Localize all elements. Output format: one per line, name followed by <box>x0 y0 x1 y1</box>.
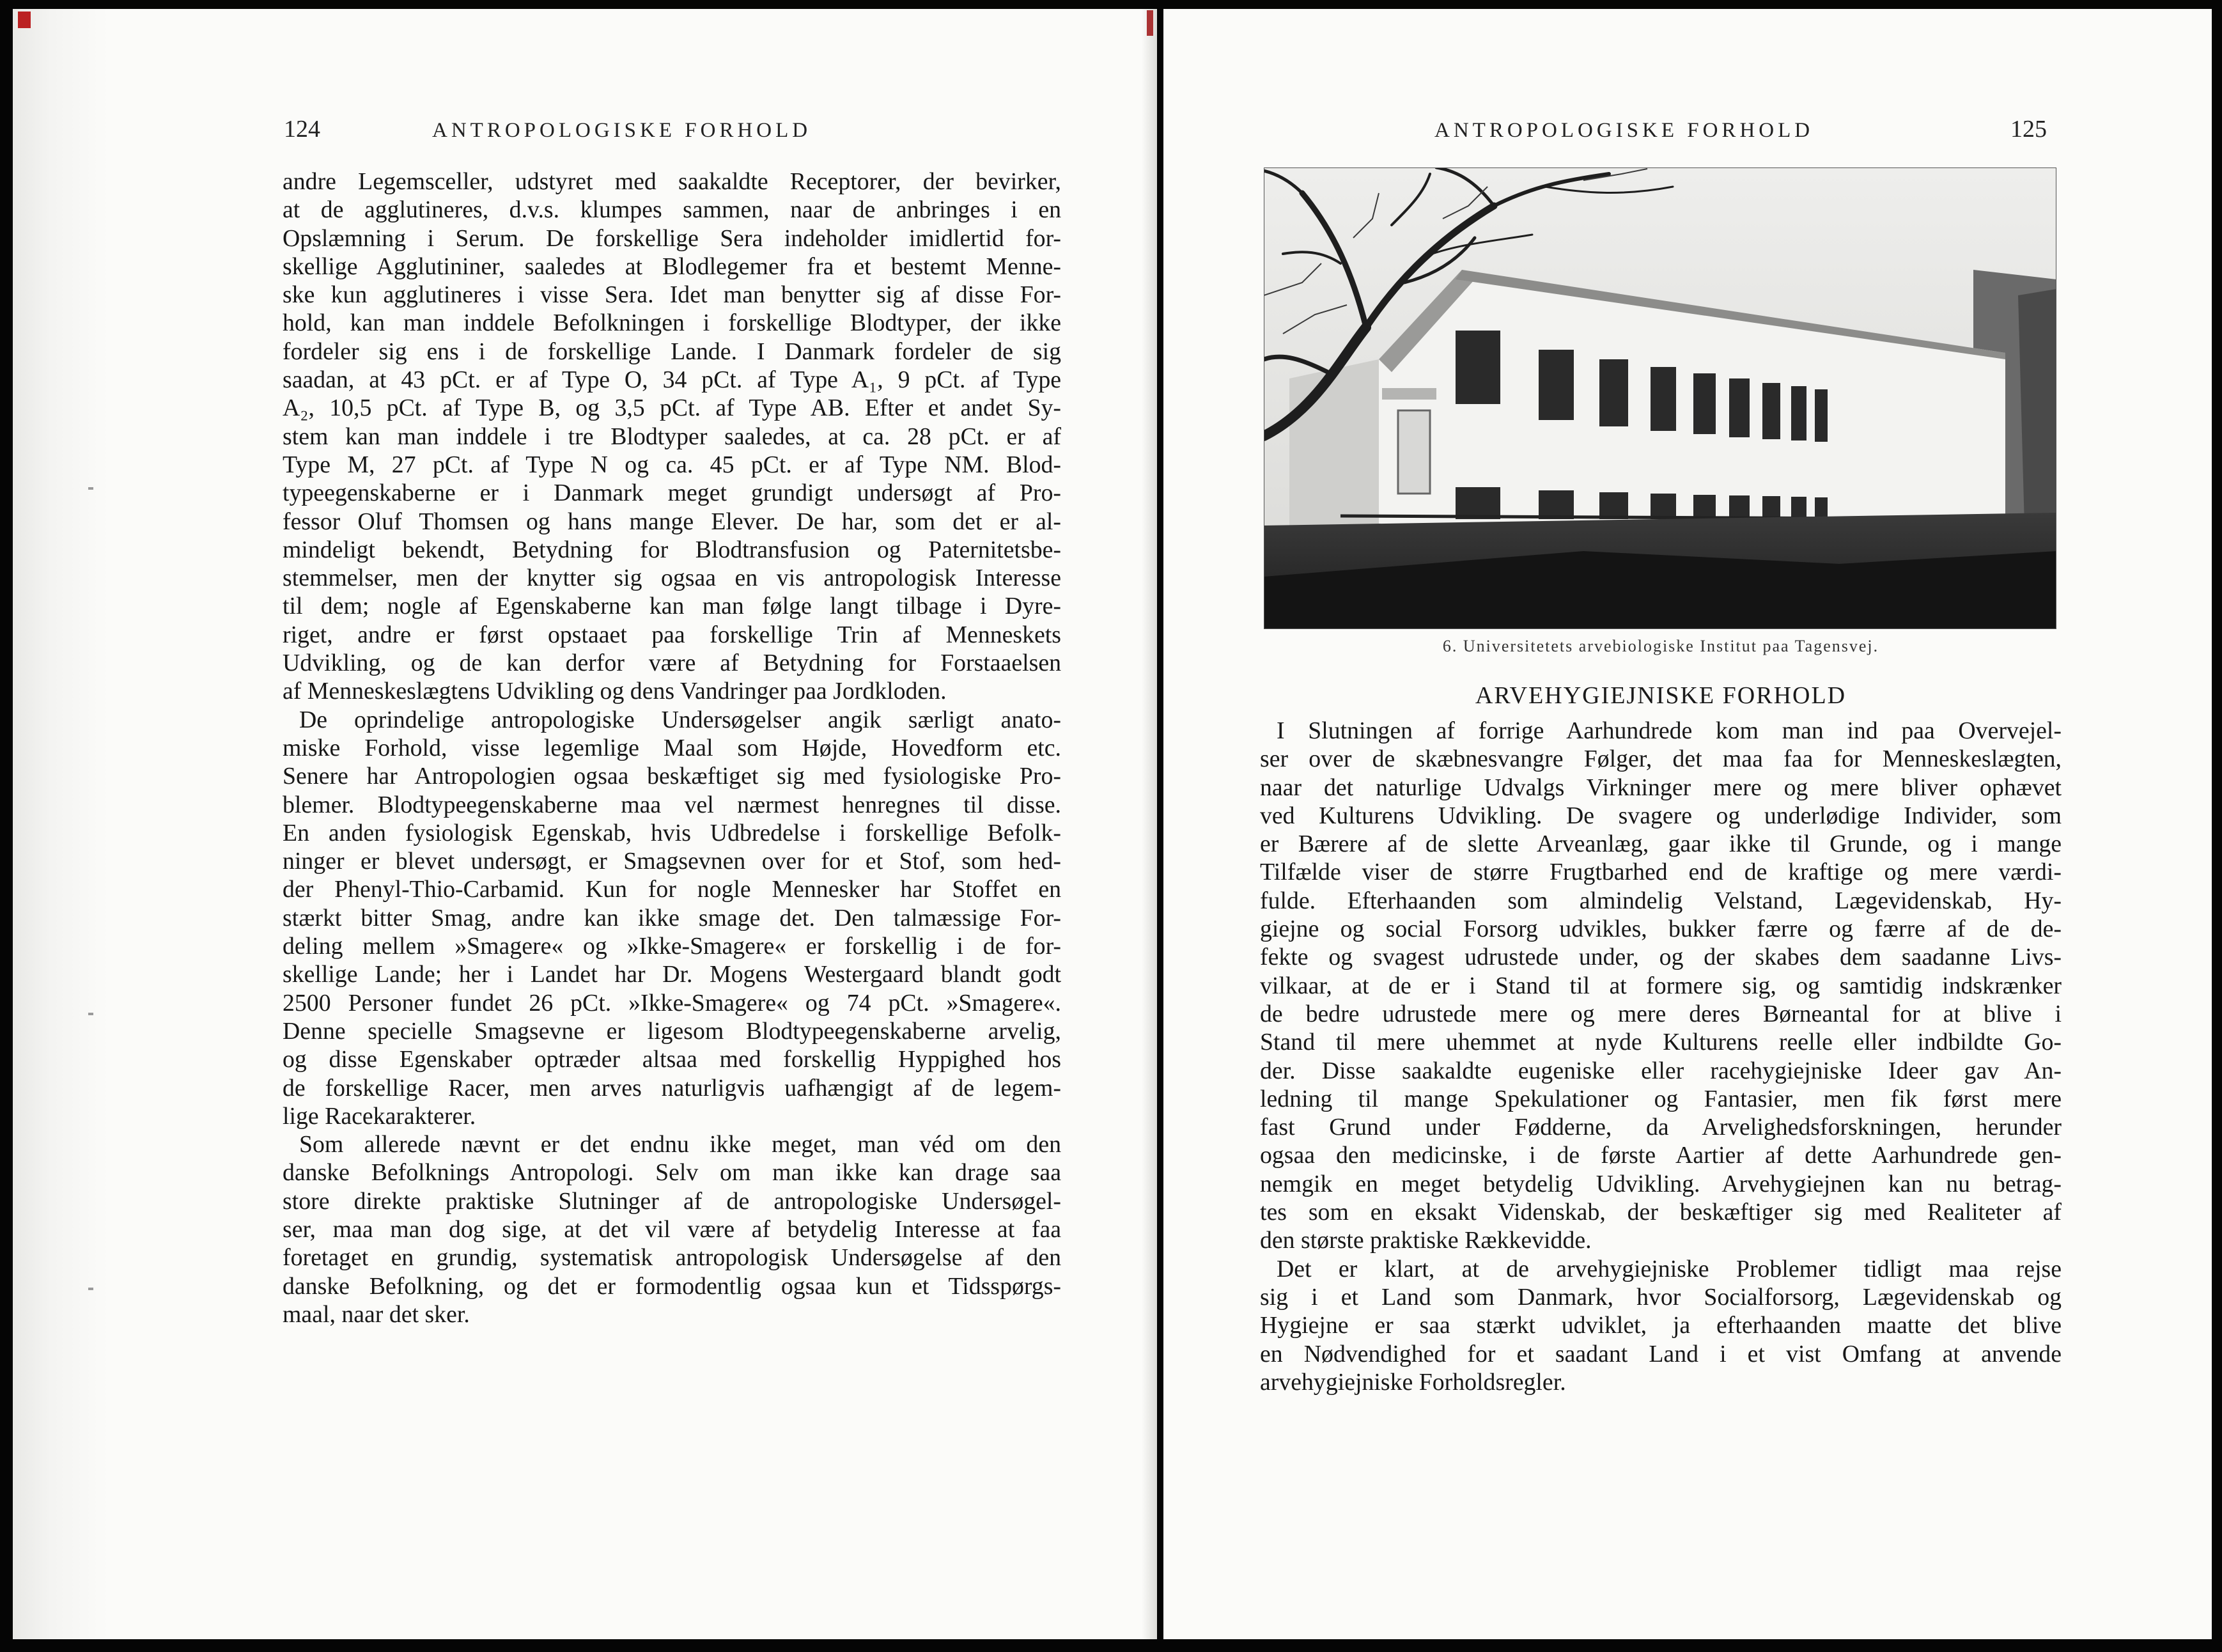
text-line: ser, maa man dog sige, at det vil være af betydelig Interesse at faa <box>283 1215 1061 1243</box>
text-line: stem kan man inddele i tre Blodtyper saaledes, at ca. 28 pCt. er af <box>283 423 1061 450</box>
text-line: typeegenskaberne er i Danmark meget grundigt undersøgt af Pro- <box>283 479 1061 507</box>
spine-mark <box>1147 10 1153 36</box>
text-line: fast Grund under Fødderne, da Arvelighedsforskningen, herunder <box>1260 1114 2062 1141</box>
body-text <box>1260 717 2062 1396</box>
text-line: Stand til mere uhemmet at nyde Kulturens reelle eller indbildte Go- <box>1260 1029 2062 1056</box>
text-line: miske Forhold, visse legemlige Maal som Højde, Hovedform etc. <box>283 734 1061 761</box>
text-line: naar det naturlige Udvalgs Virkninger mere og mere bliver ophævet <box>1260 774 2062 801</box>
right-page <box>1163 9 2212 1639</box>
text-line: der. Disse saakaldte eugeniske eller racehygiejniske Ideer gav An- <box>1260 1057 2062 1084</box>
left-page <box>13 9 1157 1639</box>
text-line: deling mellem »Smagere« og »Ikke-Smagere« er forskellig i de for- <box>283 933 1061 960</box>
edge-speck <box>88 487 93 490</box>
text-line: 2500 Personer fundet 26 pCt. »Ikke-Smagere« og 74 pCt. »Smagere«. <box>283 989 1061 1017</box>
text-line: fekte og svagest udrustede under, og der skabes dem saadanne Livs- <box>1260 944 2062 971</box>
section-heading: ARVEHYGIEJNISKE FORHOLD <box>1475 682 1847 709</box>
text-line: Som allerede nævnt er det endnu ikke meget, man véd om den <box>299 1131 1061 1158</box>
text-line: Hygiejne er saa stærkt udviklet, ja efterhaanden maatte det blive <box>1260 1312 2062 1339</box>
text-line: mindeligt bekendt, Betydning for Blodtransfusion og Paternitetsbe- <box>283 536 1061 563</box>
edge-speck <box>88 1288 93 1290</box>
text-line: stemmelser, men der knytter sig ogsaa en vis antropologisk Interesse <box>283 565 1061 592</box>
text-line: ske kun agglutineres i visse Sera. Idet man benytter sig af disse For- <box>283 281 1061 309</box>
text-line: nemgik en meget betydelig Udvikling. Arvehygiejnen kan nu betrag- <box>1260 1170 2062 1197</box>
page-number: 124 <box>284 116 320 143</box>
text-line: er Bærere af de slette Arveanlæg, gaar ikke til Grunde, og i mange <box>1260 830 2062 858</box>
text-line: der Phenyl-Thio-Carbamid. Kun for nogle Mennesker har Stoffet en <box>283 876 1061 903</box>
text-line: giejne og social Forsorg udvikles, bukker færre og færre af de de- <box>1260 916 2062 943</box>
text-line: ser over de skæbnesvangre Følger, det maa faa for Menneskeslægten, <box>1260 745 2062 773</box>
text-line: Type M, 27 pCt. af Type N og ca. 45 pCt. er af Type NM. Blod- <box>283 451 1061 478</box>
text-line: Det er klart, at de arvehygiejniske Problemer tidligt maa rejse <box>1277 1255 2062 1282</box>
text-line: andre Legemsceller, udstyret med saakaldte Receptorer, der bevirker, <box>283 168 1061 195</box>
text-line: hold, kan man inddele Befolkningen i forskellige Blodtyper, der ikke <box>283 309 1061 337</box>
text-line: foretaget en grundig, systematisk antropologisk Undersøgelse af den <box>283 1244 1061 1272</box>
bookmark-mark <box>18 12 31 28</box>
text-line: De oprindelige antropologiske Undersøgelser angik særligt anato- <box>299 706 1061 733</box>
text-line: skellige Agglutininer, saaledes at Blodlegemer fra et bestemt Menne- <box>283 253 1061 280</box>
text-line: Denne specielle Smagsevne er ligesom Blodtypeegenskaberne arvelig, <box>283 1017 1061 1045</box>
text-line: danske Befolknings Antropologi. Selv om man ikke kan drage saa <box>283 1159 1061 1187</box>
text-line: af Menneskeslægtens Udvikling og dens Vandringer paa Jordkloden. <box>283 678 947 705</box>
text-line: arvehygiejniske Forholdsregler. <box>1260 1368 1566 1396</box>
text-line: ninger er blevet undersøgt, er Smagsevnen over for et Stof, som hed- <box>283 848 1061 875</box>
text-line: blemer. Blodtypeegenskaberne maa vel nærmest henregnes til disse. <box>283 791 1061 818</box>
text-line: A₂, 10,5 pCt. af Type B, og 3,5 pCt. af Type AB. Efter et andet Sy- <box>283 394 1061 422</box>
text-line: vilkaar, at de er i Stand til at formere sig, og samtidig indskrænker <box>1260 972 2062 999</box>
text-line: Senere har Antropologien ogsaa beskæftiget sig med fysiologiske Pro- <box>283 763 1061 790</box>
page-edge-stack <box>13 9 109 1639</box>
text-line: riget, andre er først opstaaet paa forskellige Trin af Menneskets <box>283 621 1061 648</box>
text-line: de bedre udrustede mere og mere deres Børneantal for at blive i <box>1260 1000 2062 1027</box>
gutter-shadow <box>1142 9 1157 1639</box>
text-line: maal, naar det sker. <box>283 1300 470 1328</box>
running-head: ANTROPOLOGISKE FORHOLD <box>1434 119 1814 142</box>
text-line: til dem; nogle af Egenskaberne kan man følge langt tilbage i Dyre- <box>283 593 1061 620</box>
text-line: ogsaa den medicinske, i de første Aartier af dette Aarhundrede gen- <box>1260 1142 2062 1169</box>
text-line: sig i et Land som Danmark, hvor Socialforsorg, Lægevidenskab og <box>1260 1283 2062 1311</box>
text-line: lige Racekarakterer. <box>283 1102 476 1130</box>
text-line: fordeler sig ens i de forskellige Lande. I Danmark fordeler de sig <box>283 338 1061 365</box>
text-line: fulde. Efterhaanden som almindelig Velstand, Lægevidenskab, Hy- <box>1260 887 2062 914</box>
text-line: og disse Egenskaber optræder altsaa med forskellig Hyppighed hos <box>283 1046 1061 1073</box>
text-line: tes som en eksakt Videnskab, der beskæftiger sig med Realiteter af <box>1260 1199 2062 1226</box>
text-line: de forskellige Racer, men arves naturligvis uafhængigt af de legem- <box>283 1074 1061 1102</box>
text-line: fessor Oluf Thomsen og hans mange Elever. De har, som det er al- <box>283 508 1061 535</box>
text-line: skellige Lande; her i Landet har Dr. Mogens Westergaard blandt godt <box>283 961 1061 988</box>
institute-building-photo <box>1264 168 2056 629</box>
text-line: ved Kulturens Udvikling. De svagere og underlødige Individer, som <box>1260 802 2062 829</box>
text-line: saadan, at 43 pCt. er af Type O, 34 pCt. af Type A₁, 9 pCt. af Type <box>283 366 1061 394</box>
text-line: Opslæmning i Serum. De forskellige Sera indeholder imidlertid for- <box>283 224 1061 252</box>
text-line: Udvikling, og de kan derfor være af Betydning for Forstaaelsen <box>283 650 1061 677</box>
edge-speck <box>88 1013 93 1015</box>
text-line: at de agglutineres, d.v.s. klumpes sammen, naar de anbringes i en <box>283 196 1061 224</box>
text-line: store direkte praktiske Slutninger af de antropologiske Undersøgel- <box>283 1187 1061 1215</box>
text-line: danske Befolkning, og det er formodentlig ogsaa kun et Tidsspørgs- <box>283 1272 1061 1300</box>
text-line: den største praktiske Rækkevidde. <box>1260 1227 1592 1254</box>
running-head: ANTROPOLOGISKE FORHOLD <box>432 119 812 142</box>
building-illustration <box>1264 168 2056 629</box>
text-line: ledning til mange Spekulationer og Fantasier, men fik først mere <box>1260 1085 2062 1112</box>
text-line: I Slutningen af forrige Aarhundrede kom man ind paa Overvejel- <box>1277 717 2062 744</box>
body-text <box>283 168 1061 1329</box>
text-line: en Nødvendighed for et saadant Land i et vist Omfang at anvende <box>1260 1340 2062 1368</box>
text-line: Tilfælde viser de større Frugtbarhed end de kraftige og mere værdi- <box>1260 859 2062 886</box>
text-line: stærkt bitter Smag, andre kan ikke smage det. Den talmæssige For- <box>283 904 1061 931</box>
page-number: 125 <box>2010 116 2047 143</box>
text-line: En anden fysiologisk Egenskab, hvis Udbredelse i forskellige Befolk- <box>283 819 1061 846</box>
figure-caption: 6. Universitetets arvebiologiske Institut paa Tagensvej. <box>1442 637 1879 655</box>
